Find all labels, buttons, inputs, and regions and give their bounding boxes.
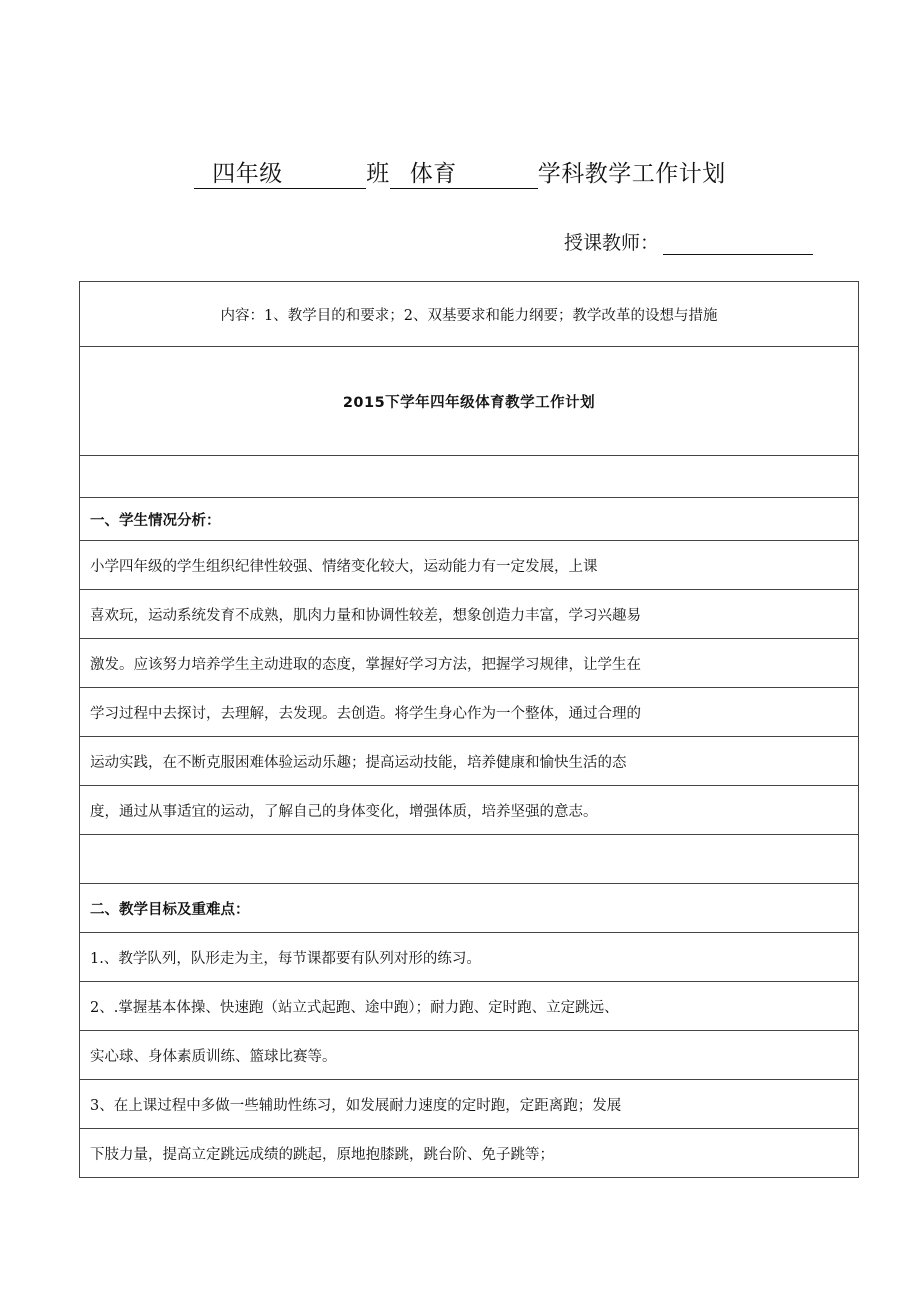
section1-line: 学习过程中去探讨，去理解，去发现。去创造。将学生身心作为一个整体，通过合理的 [80, 688, 859, 737]
section1-line: 运动实践，在不断克服困难体验运动乐趣；提高运动技能，培养健康和愉快生活的态 [80, 737, 859, 786]
subject-field: 体育 [390, 160, 538, 189]
section2-line: 1.、教学队列，队形走为主，每节课都要有队列对形的练习。 [80, 933, 859, 982]
section1-heading: 一、学生情况分析： [80, 498, 859, 541]
grade-field: 四年级 [194, 160, 366, 189]
section2-line: 实心球、身体素质训练、篮球比赛等。 [80, 1031, 859, 1080]
section1-line: 小学四年级的学生组织纪律性较强、情绪变化较大，运动能力有一定发展，上课 [80, 541, 859, 590]
teacher-line [564, 228, 813, 255]
section2-line: 2、.掌握基本体操、快速跑（站立式起跑、途中跑）；耐力跑、定时跑、立定跳远、 [80, 982, 859, 1031]
teacher-blank [663, 232, 813, 255]
plan-title: 2015下学年四年级体育教学工作计划 [80, 347, 859, 456]
content-summary: 内容：1、教学目的和要求；2、双基要求和能力纲要；教学改革的设想与措施 [80, 282, 859, 347]
empty-row [80, 835, 859, 884]
document-title [0, 160, 920, 189]
section2-heading: 二、教学目标及重难点： [80, 884, 859, 933]
class-label: 班 [366, 161, 390, 187]
plan-table [79, 281, 859, 1178]
section2-line: 3、在上课过程中多做一些辅助性练习，如发展耐力速度的定时跑，定距离跑；发展 [80, 1080, 859, 1129]
teacher-label: 授课教师： [564, 232, 660, 254]
title-suffix: 学科教学工作计划 [537, 161, 726, 187]
section1-line: 度，通过从事适宜的运动，了解自己的身体变化，增强体质，培养坚强的意志。 [80, 786, 859, 835]
section1-line: 激发。应该努力培养学生主动进取的态度，掌握好学习方法，把握学习规律，让学生在 [80, 639, 859, 688]
section2-line: 下肢力量，提高立定跳远成绩的跳起，原地抱膝跳，跳台阶、免子跳等； [80, 1129, 859, 1178]
section1-line: 喜欢玩，运动系统发育不成熟，肌肉力量和协调性较差，想象创造力丰富，学习兴趣易 [80, 590, 859, 639]
empty-row [80, 456, 859, 498]
